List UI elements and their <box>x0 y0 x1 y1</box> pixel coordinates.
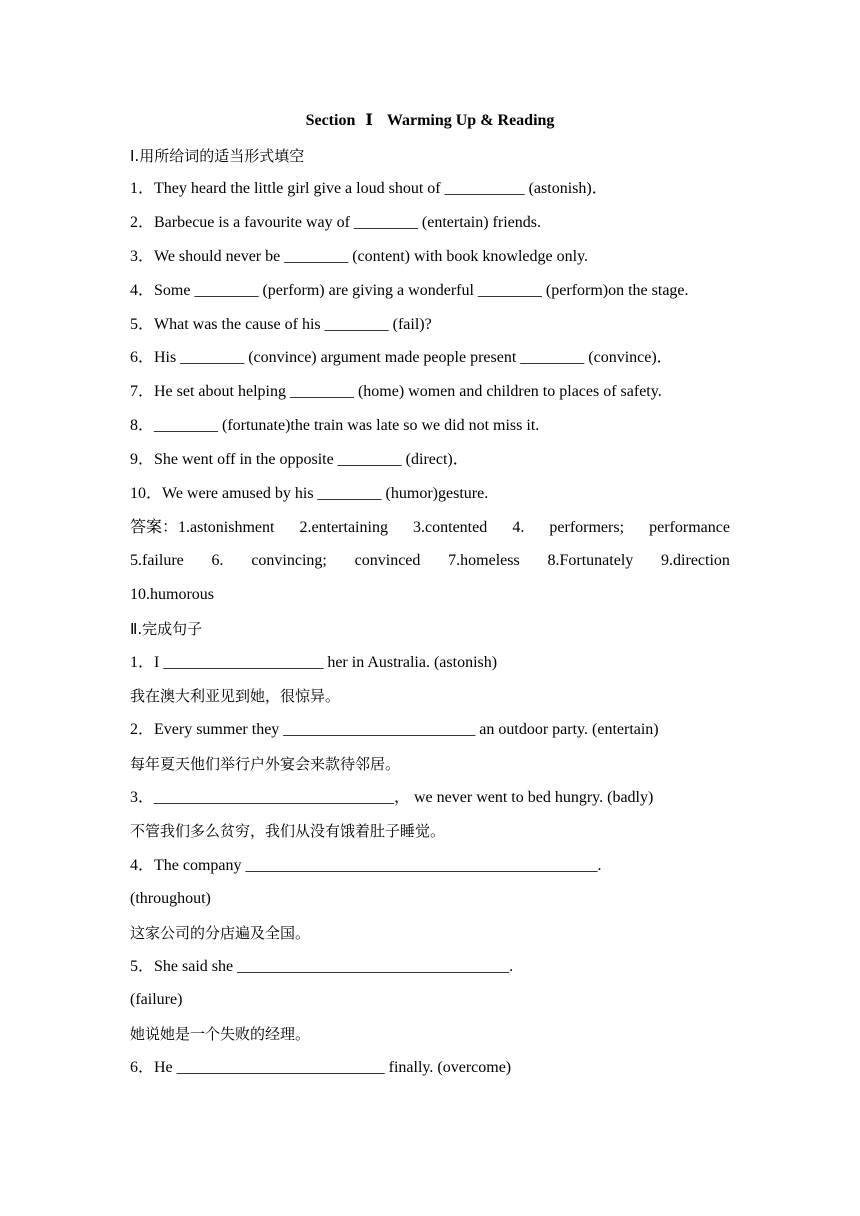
part1-item-9: 9．She went off in the opposite ________ (direct)． <box>130 451 469 468</box>
part2-q1-chinese: 我在澳大利亚见到她，很惊异。 <box>130 687 341 705</box>
section-title <box>0 110 860 132</box>
answer-6a: convincing; <box>251 552 327 569</box>
answer-8: 8.Fortunately <box>547 552 634 569</box>
answer-2: 2.entertaining <box>299 519 388 536</box>
answer-line-3: 10.humorous <box>130 586 214 603</box>
answer-7: 7.homeless <box>448 552 520 569</box>
answer-4b: performance <box>649 519 730 536</box>
part2-q4-hint: (throughout) <box>130 890 211 907</box>
part1-item-5: 5．What was the cause of his ________ (fail)? <box>130 316 432 333</box>
answer-5: 5.failure <box>130 552 184 569</box>
part2-q5: 5．She said she __________________________________. <box>130 958 514 975</box>
answer-3: 3.contented <box>413 519 488 536</box>
answer-9: 9.direction <box>661 552 730 569</box>
answer-line-2 <box>130 550 730 572</box>
part1-heading: Ⅰ.用所给词的适当形式填空 <box>130 147 305 165</box>
part2-q4-chinese: 这家公司的分店遍及全国。 <box>130 924 311 942</box>
part1-item-10: 10．We were amused by his ________ (humor)gesture. <box>130 485 489 502</box>
part1-item-8: 8．________ (fortunate)the train was late so we did not miss it. <box>130 417 540 434</box>
answer-4a: performers; <box>549 519 625 536</box>
answer-6-number: 6. <box>211 552 224 569</box>
answer-1: 答案：1.astonishment <box>130 519 275 536</box>
part2-q5-chinese: 她说她是一个失败的经理。 <box>130 1025 311 1043</box>
part1-item-3: 3．We should never be ________ (content) with book knowledge only. <box>130 248 589 265</box>
answer-6b: convinced <box>354 552 421 569</box>
answer-4-number: 4. <box>512 519 525 536</box>
part1-item-1: 1．They heard the little girl give a loud shout of __________ (astonish)． <box>130 180 608 197</box>
title-roman-numeral: Ⅰ <box>365 112 373 129</box>
part2-q3: 3．______________________________， we never went to bed hungry. (badly) <box>130 789 654 806</box>
part2-q6: 6．He __________________________ finally. (overcome) <box>130 1059 512 1076</box>
part2-q3-chinese: 不管我们多么贫穷，我们从没有饿着肚子睡觉。 <box>130 822 446 840</box>
title-name: Warming Up & Reading <box>386 112 555 129</box>
title-section-word: Section <box>305 112 356 129</box>
part1-item-4: 4．Some ________ (perform) are giving a wonderful ________ (perform)on the stage. <box>130 282 689 299</box>
part1-item-7: 7．He set about helping ________ (home) women and children to places of safety. <box>130 383 662 400</box>
part2-q5-hint: (failure) <box>130 991 183 1008</box>
part1-item-2: 2．Barbecue is a favourite way of ________ (entertain) friends. <box>130 214 541 231</box>
part2-q1: 1．I ____________________ her in Australia. (astonish) <box>130 654 498 671</box>
part2-q4: 4．The company ____________________________________________. <box>130 857 602 874</box>
part1-item-6: 6．His ________ (convince) argument made people present ________ (convince)． <box>130 349 673 366</box>
answer-line-1 <box>130 517 730 539</box>
part2-q2: 2．Every summer they ________________________ an outdoor party. (entertain) <box>130 721 659 738</box>
part2-heading: Ⅱ.完成句子 <box>130 620 203 638</box>
part2-q2-chinese: 每年夏天他们举行户外宴会来款待邻居。 <box>130 755 401 773</box>
